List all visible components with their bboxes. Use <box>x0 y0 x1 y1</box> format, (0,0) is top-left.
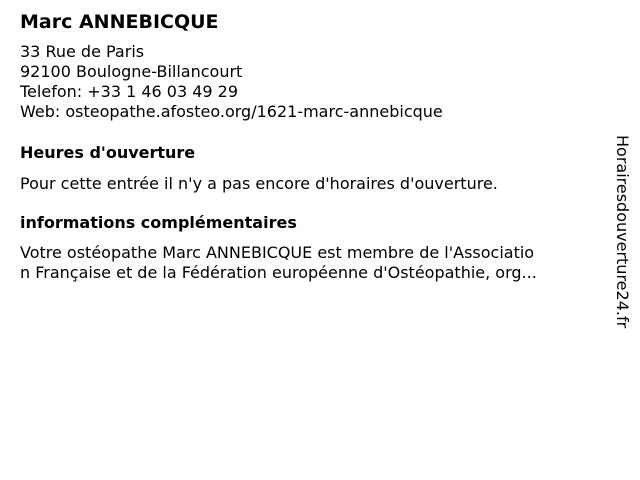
opening-hours-text: Pour cette entrée il n'y a pas encore d'horaires d'ouverture. <box>20 174 498 193</box>
additional-info-line-2: n Française et de la Fédération européenne d'Ostéopathie, org... <box>20 263 537 282</box>
additional-info-line-1: Votre ostéopathe Marc ANNEBICQUE est membre de l'Associatio <box>20 243 535 262</box>
business-name: Marc ANNEBICQUE <box>20 11 219 33</box>
phone-line[interactable]: Telefon: +33 1 46 03 49 29 <box>20 82 239 101</box>
street-address: 33 Rue de Paris <box>20 42 145 61</box>
listing-card <box>20 8 590 283</box>
opening-hours-heading: Heures d'ouverture <box>20 143 196 162</box>
city-address: 92100 Boulogne-Billancourt <box>20 62 243 81</box>
site-brand-text: Horairesdouverture24.fr <box>613 135 632 329</box>
site-brand-vertical <box>612 135 632 345</box>
additional-info-heading: informations complémentaires <box>20 213 297 232</box>
website-line[interactable]: Web: osteopathe.afosteo.org/1621-marc-annebicque <box>20 102 443 121</box>
additional-info-text <box>20 243 590 283</box>
contact-block <box>20 42 590 122</box>
